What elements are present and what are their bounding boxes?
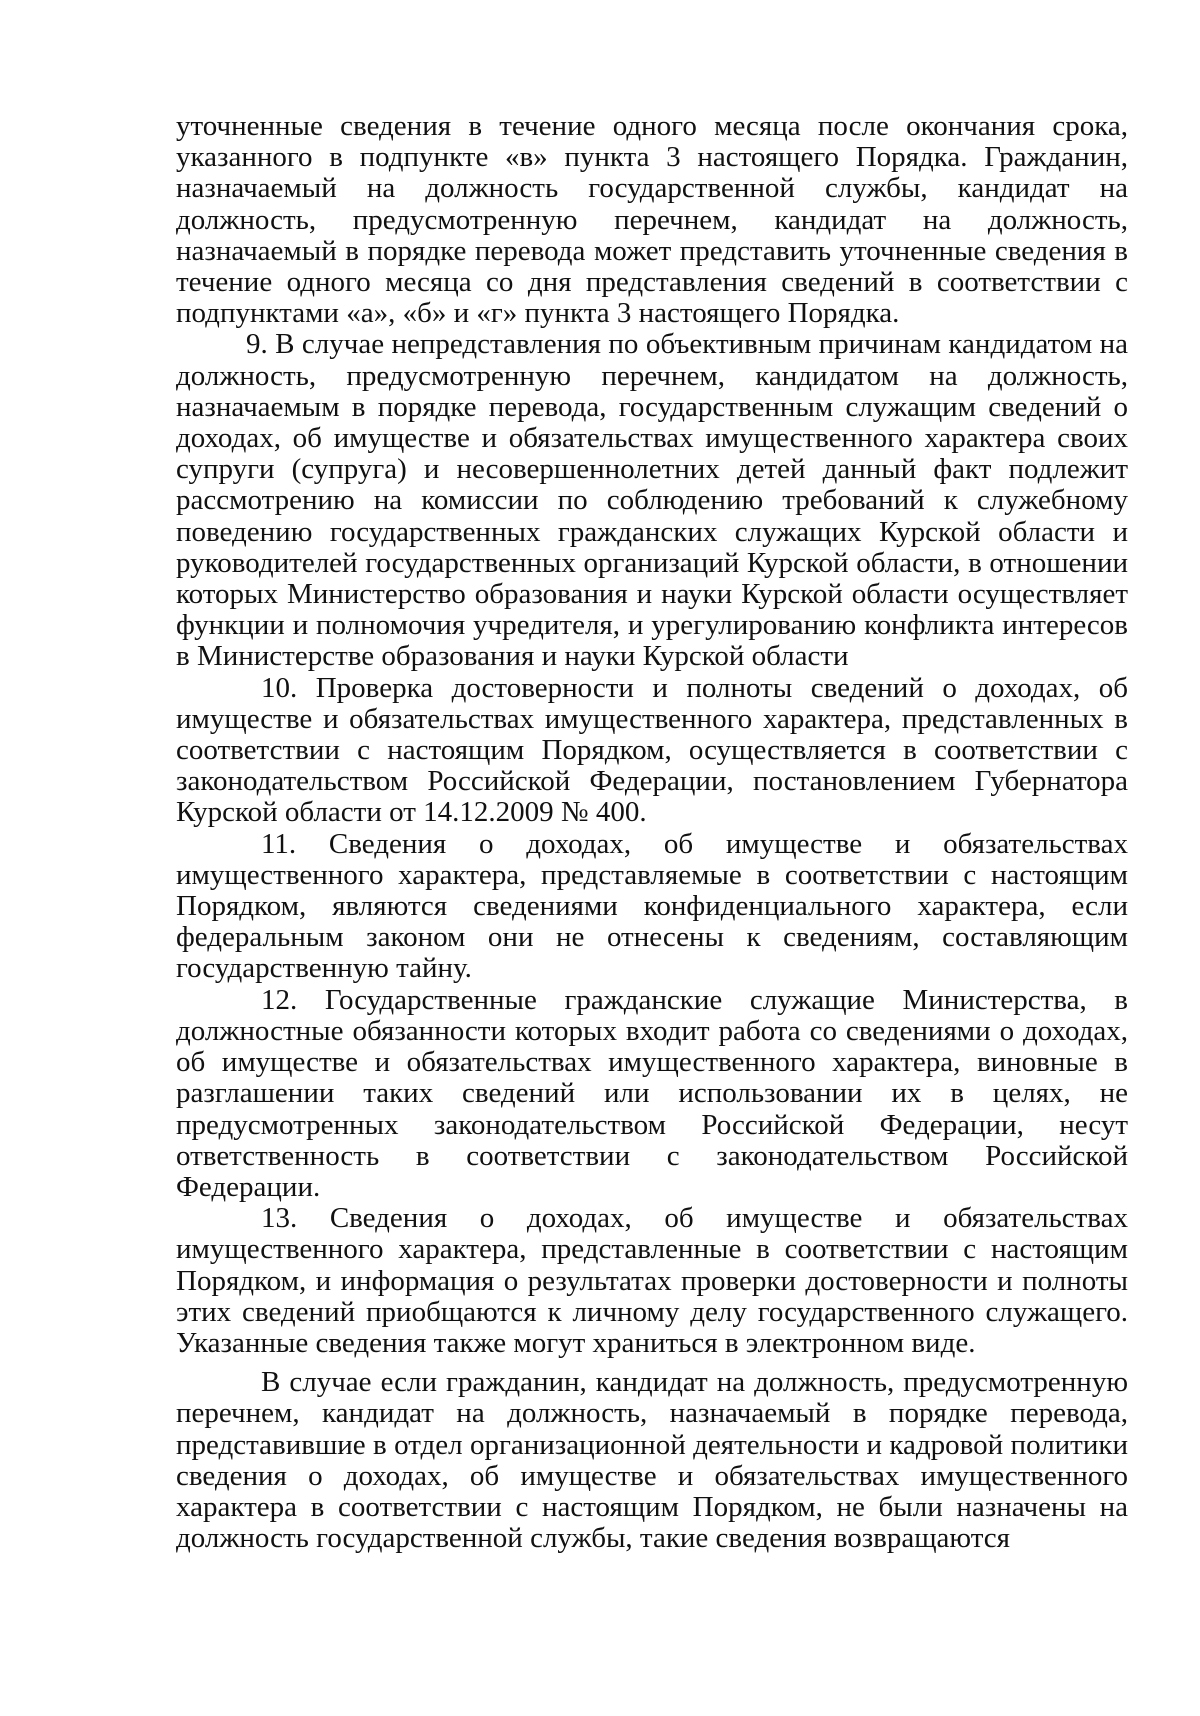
paragraph-item-12: 12. Государственные гражданские служащие Министерства, в должностные обязанности которых входит работа со сведениями о доходах, об имуществе и обязательствах имущественного характера, виновные в разглашении таких сведений или использовании их в целях, не предусмотренных законодательством Российской Федерации, несут ответственность в соответствии с законодательством Российской Федерации. — [176, 983, 1128, 1203]
paragraph-continuation: уточненные сведения в течение одного месяца после окончания срока, указанного в подпункте «в» пункта 3 настоящего Порядка. Гражданин, назначаемый на должность государственной службы, кандидат на должность, предусмотренную перечнем, кандидат на должность, назначаемый в порядке перевода может представить уточненные сведения в течение одного месяца со дня представления сведений в соответствии с подпунктами «а», «б» и «г» пункта 3 настоящего Порядка. — [176, 110, 1128, 330]
paragraph-return-rule: В случае если гражданин, кандидат на должность, предусмотренную перечнем, кандидат на должность, назначаемый в порядке перевода, представившие в отдел организационной деятельности и кадровой политики сведения о доходах, об имуществе и обязательствах имущественного характера в соответствии с настоящим Порядком, не были назначены на должность государственной службы, такие сведения возвращаются — [176, 1366, 1128, 1555]
paragraph-item-11: 11. Сведения о доходах, об имуществе и обязательствах имущественного характера, представляемые в соответствии с настоящим Порядком, являются сведениями конфиденциального характера, если федеральным законом они не отнесены к сведениям, составляющим государственную тайну. — [176, 827, 1128, 985]
paragraph-item-10: 10. Проверка достоверности и полноты сведений о доходах, об имуществе и обязательствах имущественного характера, представленных в соответствии с настоящим Порядком, осуществляется в соответствии с законодательством Российской Федерации, постановлением Губернатора Курской области от 14.12.2009 № 400. — [176, 671, 1128, 829]
paragraph-item-13: 13. Сведения о доходах, об имуществе и обязательствах имущественного характера, представленные в соответствии с настоящим Порядком, и информация о результатах проверки достоверности и полноты этих сведений приобщаются к личному делу государственного служащего. Указанные сведения также могут храниться в электронном виде. — [176, 1202, 1128, 1359]
document-body — [176, 111, 1128, 1554]
paragraph-item-9: 9. В случае непредставления по объективным причинам кандидатом на должность, предусмотренную перечнем, кандидатом на должность, назначаемым в порядке перевода, государственным служащим сведений о доходах, об имуществе и обязательствах имущественного характера своих супруги (супруга) и несовершеннолетних детей данный факт подлежит рассмотрению на комиссии по соблюдению требований к служебному поведению государственных гражданских служащих Курской области и руководителей государственных организаций Курской области, в отношении которых Министерство образования и науки Курской области осуществляет функции и полномочия учредителя, и урегулированию конфликта интересов в Министерстве образования и науки Курской области — [176, 328, 1128, 673]
